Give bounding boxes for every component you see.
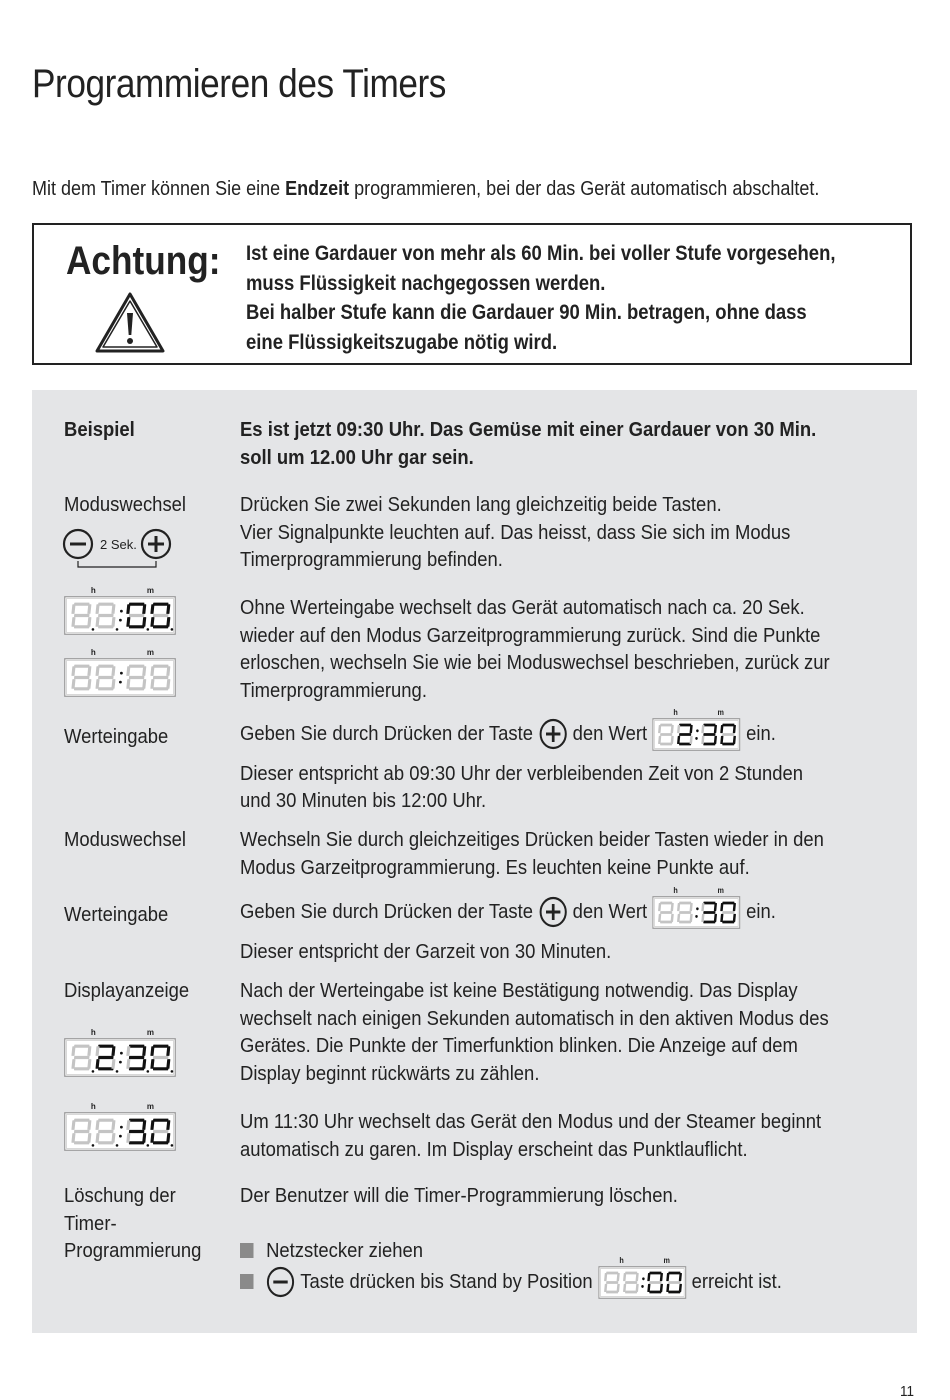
- minus-button-icon: [64, 530, 92, 558]
- segment-g: [625, 1281, 637, 1284]
- minutes-unit-label: m: [146, 1102, 155, 1111]
- segment-d: [606, 1291, 618, 1294]
- segment-a: [649, 1272, 661, 1275]
- signal-dot-3: [147, 1070, 150, 1073]
- text-displayanzeige: Nach der Werteingabe ist keine Bestätigung notwendig. Das Display wechselt nach einigen Sekunden automatisch in den aktiven Modus des Gerätes. Die Punkte der Timerfunktion blinken. Die Anzeige auf dem Display beginnt rückwärts zu zählen.: [240, 979, 829, 1085]
- signal-dot-3: [147, 1144, 150, 1147]
- segment-d: [668, 1291, 680, 1294]
- signal-dot-2: [116, 1070, 119, 1073]
- text-steamer: Um 11:30 Uhr wechselt das Gerät den Modus und der Steamer beginnt automatisch zu garen. Im Display erscheint das Punktlauflicht.: [240, 1110, 822, 1161]
- segment-g: [606, 1281, 618, 1284]
- segment-d: [74, 625, 90, 628]
- colon-dot-bottom: [696, 915, 699, 918]
- segment-g: [723, 911, 735, 914]
- segment-d: [74, 1141, 90, 1144]
- segment-a: [660, 902, 672, 905]
- display-standby-00: [598, 1256, 686, 1308]
- segment-d: [649, 1291, 661, 1294]
- plus-button-icon: [538, 718, 567, 750]
- segment-d: [74, 1067, 90, 1070]
- hours-unit-label: h: [673, 886, 679, 896]
- colon-dot-bottom: [119, 1135, 122, 1138]
- segment-g: [98, 614, 114, 617]
- bullet-minus-taste: Taste drücken bis Stand by Position h m erreicht ist.: [240, 1256, 782, 1308]
- segment-g: [679, 733, 691, 736]
- segment-g: [74, 676, 90, 679]
- segment-g: [704, 911, 716, 914]
- segment-a: [625, 1272, 637, 1275]
- segment-g: [679, 911, 691, 914]
- segment-d: [660, 921, 672, 924]
- segment-d: [704, 921, 716, 924]
- warning-box: [32, 223, 912, 365]
- minus-button-icon: [266, 1266, 295, 1298]
- label-werteingabe-2: Werteingabe: [64, 903, 169, 926]
- colon-dot-bottom: [641, 1285, 644, 1288]
- hours-unit-label: h: [90, 1028, 96, 1037]
- hours-unit-label: h: [90, 1102, 96, 1111]
- segment-a: [129, 665, 145, 668]
- segment-d: [98, 1067, 114, 1070]
- segment-g: [649, 1281, 661, 1284]
- segment-a: [74, 1119, 90, 1122]
- segment-a: [723, 724, 735, 727]
- bullet-netzstecker: Netzstecker ziehen: [240, 1237, 423, 1265]
- label-moduswechsel-2: Moduswechsel: [64, 828, 187, 851]
- colon-dot-bottom: [696, 737, 699, 740]
- minutes-unit-label: m: [146, 586, 155, 595]
- segment-a: [704, 724, 716, 727]
- colon-dot-top: [696, 907, 699, 910]
- segment-d: [153, 687, 169, 690]
- segment-a: [660, 724, 672, 727]
- segment-d: [153, 625, 169, 628]
- signal-dot-1: [92, 1144, 95, 1147]
- segment-a: [74, 603, 90, 606]
- two-seconds-hint: 2 Sek.: [100, 537, 137, 552]
- segment-g: [660, 911, 672, 914]
- signal-dot-4: [171, 1070, 174, 1073]
- colon-dot-top: [120, 1052, 123, 1055]
- segment-g: [129, 676, 145, 679]
- segment-d: [98, 1141, 114, 1144]
- segment-d: [625, 1291, 637, 1294]
- page-number: 11: [900, 1383, 915, 1400]
- segment-d: [679, 921, 691, 924]
- segment-g: [98, 1130, 114, 1133]
- segment-a: [704, 902, 716, 905]
- hours-unit-label: h: [619, 1256, 624, 1266]
- hours-unit-label: h: [90, 586, 96, 595]
- segment-d: [153, 1067, 169, 1070]
- segment-a: [153, 1119, 169, 1122]
- segment-g: [723, 733, 735, 736]
- segment-g: [74, 1056, 90, 1059]
- segment-g: [704, 733, 716, 736]
- display-timer-00: [64, 586, 176, 641]
- segment-d: [98, 687, 114, 690]
- signal-dot-4: [171, 628, 174, 631]
- bullet-square: [240, 1274, 254, 1289]
- colon-dot-top: [696, 729, 699, 732]
- segment-g: [129, 614, 145, 617]
- segment-g: [74, 614, 90, 617]
- hours-unit-label: h: [90, 648, 96, 657]
- segment-a: [153, 665, 169, 668]
- signal-dot-1: [92, 1070, 95, 1073]
- colon-dot-top: [120, 672, 123, 675]
- display-countdown-30: [64, 1102, 176, 1157]
- hours-unit-label: h: [673, 708, 679, 718]
- text-werteingabe: Geben Sie durch Drücken der Taste den Wert h m ein. Dieser entspricht ab 09:30 Uhr der verbleibenden Zeit von 2 Stunden und 30 Minuten bis 12:00 Uhr.: [240, 708, 804, 812]
- intro-text: Mit dem Timer können Sie eine Endzeit programmieren, bei der das Gerät automatisch abschaltet.: [32, 178, 820, 200]
- segment-g: [153, 676, 169, 679]
- segment-a: [129, 1119, 145, 1122]
- colon-dot-top: [642, 1277, 645, 1280]
- text-timeout: Ohne Werteingabe wechselt das Gerät automatisch nach ca. 20 Sek. wieder auf den Modus Garzeitprogrammierung zurück. Sind die Punkte erloschen, wechseln Sie wie bei Moduswechsel beschrieben, zurück zur Timerprogrammierung.: [240, 596, 830, 702]
- warning-text: Ist eine Gardauer von mehr als 60 Min. bei voller Stufe vorgesehen, muss Flüssigkeit nachgegossen werden. Bei halber Stufe kann die Gardauer 90 Min. betragen, ohne dass eine Flüssigkeitszugabe nötig wird.: [246, 242, 836, 354]
- label-displayanzeige: Displayanzeige: [64, 979, 190, 1002]
- label-loeschung: Löschung der Timer- Programmierung: [64, 1184, 202, 1262]
- segment-g: [668, 1281, 680, 1284]
- segment-d: [129, 625, 145, 628]
- segment-a: [606, 1272, 618, 1275]
- segment-a: [98, 1045, 114, 1048]
- segment-a: [679, 724, 691, 727]
- signal-dot-1: [92, 628, 95, 631]
- text-moduswechsel: Drücken Sie zwei Sekunden lang gleichzeitig beide Tasten. Vier Signalpunkte leuchten auf. Das heisst, dass Sie sich im Modus Timerprogrammierung befinden.: [240, 493, 791, 571]
- label-werteingabe: Werteingabe: [64, 725, 169, 748]
- warning-triangle-icon: [94, 291, 166, 355]
- segment-a: [153, 1045, 169, 1048]
- segment-g: [129, 1130, 145, 1133]
- segment-a: [74, 665, 90, 668]
- label-beispiel: Beispiel: [64, 418, 135, 441]
- segment-a: [98, 1119, 114, 1122]
- segment-d: [129, 1067, 145, 1070]
- example-panel: [32, 390, 917, 1333]
- display-value-2-30: [653, 708, 741, 760]
- plus-button-icon: [538, 896, 567, 928]
- text-loeschung-intro: Der Benutzer will die Timer-Programmierung löschen.: [240, 1184, 678, 1207]
- signal-dot-4: [171, 1144, 174, 1147]
- warning-title: Achtung:: [66, 239, 221, 283]
- segment-a: [74, 1045, 90, 1048]
- segment-g: [153, 614, 169, 617]
- signal-dot-2: [116, 628, 119, 631]
- segment-a: [668, 1272, 680, 1275]
- segment-d: [704, 743, 716, 746]
- colon-dot-top: [120, 610, 123, 613]
- page-title: Programmieren des Timers: [32, 62, 446, 106]
- segment-g: [74, 1130, 90, 1133]
- minutes-unit-label: m: [717, 708, 725, 718]
- display-countdown-2-30: [64, 1028, 176, 1083]
- display-timer-blank: [64, 648, 176, 703]
- signal-dot-2: [116, 1144, 119, 1147]
- segment-g: [98, 1056, 114, 1059]
- text-werteingabe-2: Geben Sie durch Drücken der Taste den Wert h m ein. Dieser entspricht der Garzeit von 30 Minuten.: [240, 886, 776, 963]
- minutes-unit-label: m: [146, 648, 155, 657]
- segment-a: [723, 902, 735, 905]
- segment-d: [129, 1141, 145, 1144]
- segment-g: [129, 1056, 145, 1059]
- segment-d: [153, 1141, 169, 1144]
- segment-a: [679, 902, 691, 905]
- signal-dot-3: [147, 628, 150, 631]
- segment-g: [660, 733, 672, 736]
- colon-dot-bottom: [119, 681, 122, 684]
- segment-d: [660, 743, 672, 746]
- segment-g: [153, 1130, 169, 1133]
- text-moduswechsel-2: Wechseln Sie durch gleichzeitiges Drücken beider Tasten wieder in den Modus Garzeitprogrammierung. Es leuchten keine Punkte auf.: [240, 828, 824, 879]
- colon-dot-bottom: [119, 1061, 122, 1064]
- two-button-combo: [62, 527, 174, 571]
- segment-d: [723, 921, 735, 924]
- segment-a: [129, 603, 145, 606]
- colon-dot-bottom: [119, 619, 122, 622]
- segment-a: [153, 603, 169, 606]
- segment-d: [679, 743, 691, 746]
- segment-d: [74, 687, 90, 690]
- segment-a: [129, 1045, 145, 1048]
- segment-d: [98, 625, 114, 628]
- segment-a: [98, 603, 114, 606]
- plus-button-icon: [142, 530, 170, 558]
- segment-d: [723, 743, 735, 746]
- minutes-unit-label: m: [717, 886, 725, 896]
- segment-g: [98, 676, 114, 679]
- minutes-unit-label: m: [663, 1256, 670, 1266]
- text-beispiel: Es ist jetzt 09:30 Uhr. Das Gemüse mit einer Gardauer von 30 Min. soll um 12.00 Uhr gar sein.: [240, 418, 817, 469]
- segment-d: [129, 687, 145, 690]
- colon-dot-top: [120, 1126, 123, 1129]
- label-moduswechsel: Moduswechsel: [64, 493, 187, 516]
- segment-g: [153, 1056, 169, 1059]
- segment-a: [98, 665, 114, 668]
- minutes-unit-label: m: [146, 1028, 155, 1037]
- display-value-30: [653, 886, 741, 938]
